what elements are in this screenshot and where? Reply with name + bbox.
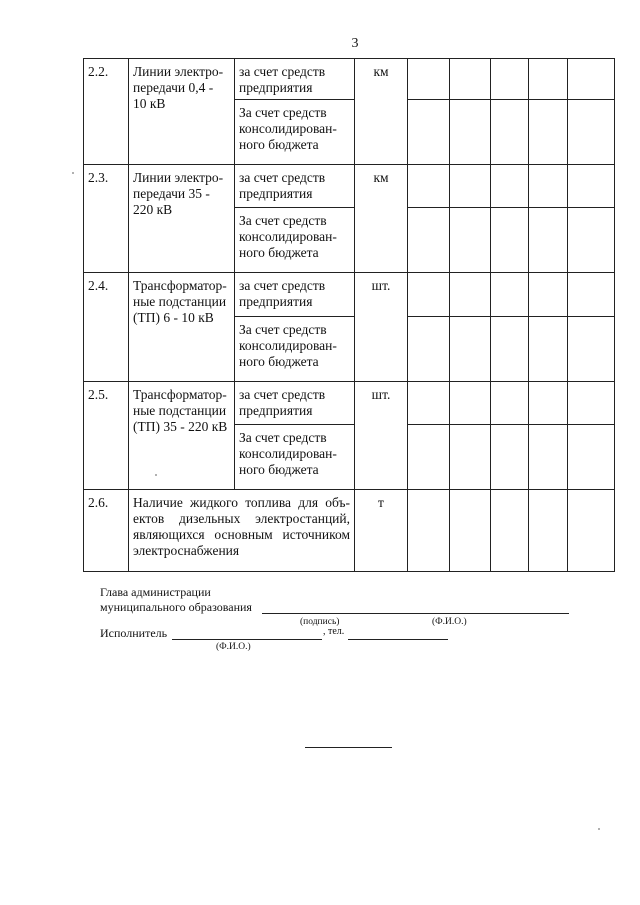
row-description: Наличие жидкого топлива для объ-ектов дизельных электростанций, являющихся основным источником электроснабжения: [129, 490, 355, 572]
value-cell: [568, 317, 615, 382]
value-cell: [529, 425, 568, 490]
value-cell: [450, 382, 491, 425]
value-cell: [450, 208, 491, 273]
value-cell: [450, 100, 491, 165]
source-enterprise: за счет средств предприятия: [235, 382, 355, 425]
row-number: 2.5.: [84, 382, 129, 490]
scan-speck: [72, 172, 74, 174]
value-cell: [450, 273, 491, 317]
table-row: [84, 382, 615, 425]
value-cell: [491, 59, 529, 100]
signature-line: [262, 613, 569, 614]
page-number: 3: [351, 36, 359, 51]
value-cell: [408, 100, 450, 165]
fio-caption: (Ф.И.О.): [432, 617, 467, 627]
source-enterprise: за счет средств предприятия: [235, 59, 355, 100]
value-cell: [491, 165, 529, 208]
value-cell: [408, 425, 450, 490]
table-row: [84, 490, 615, 572]
value-cell: [450, 59, 491, 100]
head-title-line2: муниципального образования: [100, 600, 252, 614]
value-cell: [491, 425, 529, 490]
value-cell: [568, 425, 615, 490]
value-cell: [408, 59, 450, 100]
value-cell: [408, 208, 450, 273]
value-cell: [529, 208, 568, 273]
value-cell: [529, 165, 568, 208]
source-budget: За счет средств консолидирован-ного бюджета: [235, 208, 355, 273]
table-row: [84, 59, 615, 100]
value-cell: [529, 317, 568, 382]
value-cell: [491, 382, 529, 425]
source-budget: За счет средств консолидирован-ного бюджета: [235, 100, 355, 165]
row-name: Трансформатор-ные подстанции (ТП) 6 - 10 кВ: [129, 273, 235, 382]
value-cell: [529, 59, 568, 100]
value-cell: [450, 317, 491, 382]
value-cell: [529, 382, 568, 425]
row-name: Линии электро-передачи 35 - 220 кВ: [129, 165, 235, 273]
report-table: [83, 58, 615, 572]
row-number: 2.2.: [84, 59, 129, 165]
value-cell: [568, 273, 615, 317]
value-cell: [568, 100, 615, 165]
unit: т: [355, 490, 408, 572]
value-cell: [529, 100, 568, 165]
value-cell: [408, 165, 450, 208]
value-cell: [450, 165, 491, 208]
signature-caption: (подпись): [300, 617, 340, 627]
value-cell: [491, 273, 529, 317]
unit: шт.: [355, 382, 408, 490]
value-cell: [491, 100, 529, 165]
source-enterprise: за счет средств предприятия: [235, 165, 355, 208]
row-number: 2.3.: [84, 165, 129, 273]
executor-label: Исполнитель: [100, 626, 168, 640]
table-row: [84, 273, 615, 317]
value-cell: [568, 490, 615, 572]
scan-speck: [598, 828, 600, 830]
source-budget: За счет средств консолидирован-ного бюджета: [235, 425, 355, 490]
unit: км: [355, 59, 408, 165]
value-cell: [491, 317, 529, 382]
row-number: 2.4.: [84, 273, 129, 382]
scan-speck: [155, 474, 157, 476]
value-cell: [408, 490, 450, 572]
executor-line: [172, 639, 322, 640]
unit: шт.: [355, 273, 408, 382]
end-rule: [305, 747, 392, 748]
value-cell: [450, 425, 491, 490]
head-title-line1: Глава администрации: [100, 585, 211, 599]
value-cell: [491, 208, 529, 273]
source-enterprise: за счет средств предприятия: [235, 273, 355, 317]
tel-line: [348, 639, 448, 640]
value-cell: [491, 490, 529, 572]
value-cell: [529, 273, 568, 317]
row-name: Линии электро-передачи 0,4 - 10 кВ: [129, 59, 235, 165]
value-cell: [568, 382, 615, 425]
row-number: 2.6.: [84, 490, 129, 572]
value-cell: [568, 59, 615, 100]
unit: км: [355, 165, 408, 273]
source-budget: За счет средств консолидирован-ного бюджета: [235, 317, 355, 382]
table-row: [84, 165, 615, 208]
tel-label: , тел.: [323, 626, 345, 637]
value-cell: [408, 382, 450, 425]
value-cell: [529, 490, 568, 572]
value-cell: [568, 208, 615, 273]
executor-fio-caption: (Ф.И.О.): [216, 642, 251, 652]
value-cell: [568, 165, 615, 208]
value-cell: [408, 273, 450, 317]
value-cell: [450, 490, 491, 572]
row-name: Трансформатор-ные подстанции (ТП) 35 - 220 кВ: [129, 382, 235, 490]
value-cell: [408, 317, 450, 382]
